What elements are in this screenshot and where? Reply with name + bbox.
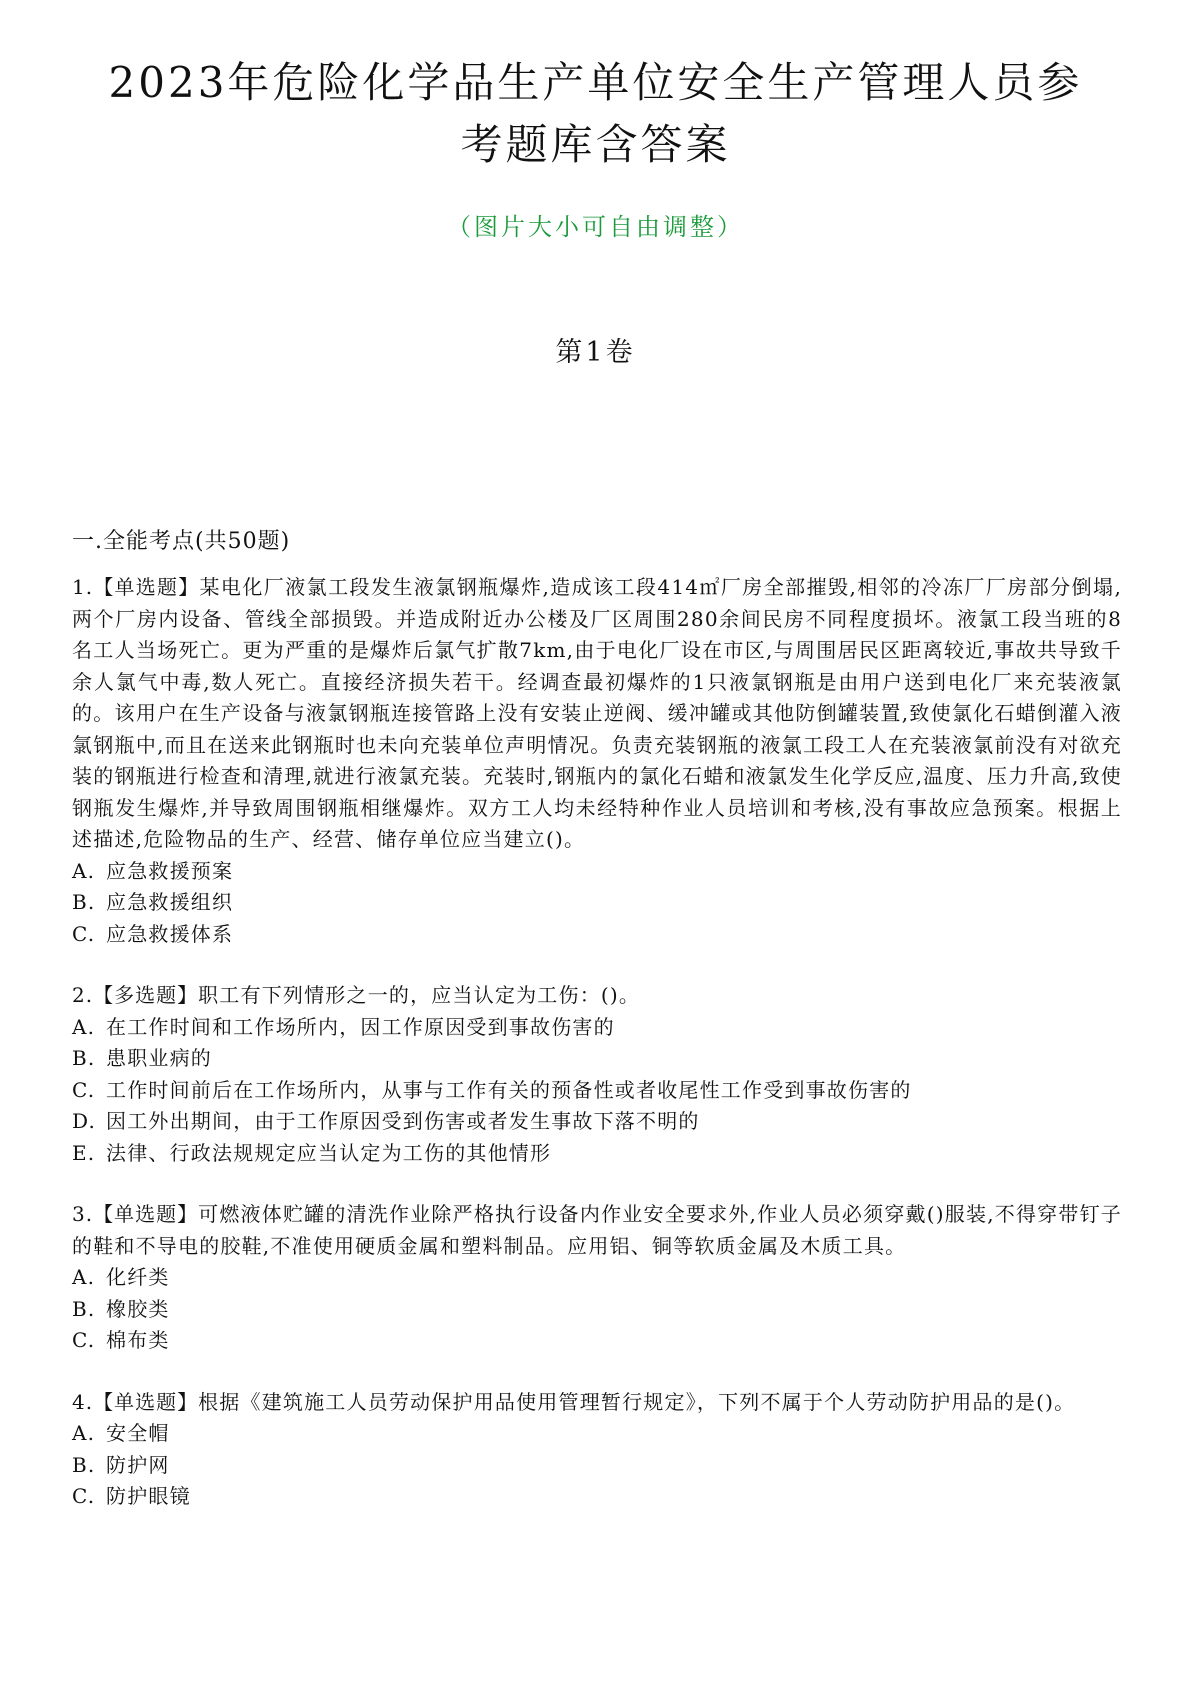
- option-text: 在工作时间和工作场所内，因工作原因受到事故伤害的: [106, 1014, 615, 1039]
- option-b: [72, 1043, 1122, 1075]
- question-text: 根据《建筑施工人员劳动保护用品使用管理暂行规定》，下列不属于个人劳动防护用品的是()。: [198, 1389, 1076, 1414]
- option-text: 法律、行政法规规定应当认定为工伤的其他情形: [106, 1140, 552, 1165]
- option-a: [72, 1012, 1122, 1044]
- question-4: [72, 1387, 1122, 1513]
- question-type: 【多选题】: [93, 983, 199, 1007]
- option-text: 化纤类: [106, 1265, 170, 1289]
- option-letter: E.: [72, 1140, 96, 1165]
- question-stem: [72, 572, 1122, 856]
- question-type: 【单选题】: [93, 1202, 199, 1226]
- option-e: [72, 1138, 1122, 1170]
- option-list: [72, 856, 1122, 951]
- volume-label: 第1卷: [555, 337, 636, 368]
- question-type: 【单选题】: [93, 1389, 199, 1414]
- question-stem: [72, 1387, 1122, 1419]
- option-c: [72, 1325, 1122, 1357]
- question-1: [72, 572, 1122, 950]
- question-number: 2.: [72, 983, 94, 1007]
- option-text: 应急救援预案: [106, 858, 234, 883]
- option-letter: B.: [72, 1452, 96, 1477]
- question-2: [72, 980, 1122, 1169]
- option-letter: D.: [72, 1109, 97, 1133]
- option-letter: C.: [72, 921, 96, 946]
- option-c: [72, 919, 1122, 951]
- option-text: 因工外出期间，由于工作原因受到伤害或者发生事故下落不明的: [106, 1109, 700, 1133]
- option-letter: A.: [72, 1421, 96, 1445]
- question-text: 可燃液体贮罐的清洗作业除严格执行设备内作业安全要求外,作业人员必须穿戴()服装,不得穿带钉子的鞋和不导电的胶鞋,不准使用硬质金属和塑料制品。应用铝、铜等软质金属及木质工具。: [72, 1202, 1122, 1258]
- option-text: 防护网: [106, 1452, 170, 1477]
- question-number: 4.: [72, 1389, 94, 1414]
- option-letter: A.: [72, 1265, 96, 1289]
- question-type: 【单选题】: [93, 575, 200, 599]
- option-text: 应急救援组织: [106, 890, 234, 914]
- document-title-line1: 2023年危险化学品生产单位安全生产管理人员参: [108, 58, 1083, 107]
- question-stem: [72, 1199, 1122, 1262]
- option-letter: C.: [72, 1484, 96, 1508]
- option-letter: C.: [72, 1077, 96, 1102]
- option-list: [72, 1262, 1122, 1357]
- option-c: [72, 1481, 1122, 1513]
- option-c: [72, 1075, 1122, 1107]
- option-list: [72, 1012, 1122, 1170]
- option-letter: B.: [72, 1046, 96, 1070]
- option-text: 橡胶类: [106, 1296, 170, 1321]
- option-d: [72, 1106, 1122, 1138]
- document-subtitle: （图片大小可自由调整）: [447, 213, 744, 241]
- option-text: 安全帽: [106, 1421, 170, 1445]
- option-b: [72, 1294, 1122, 1326]
- option-a: [72, 856, 1122, 888]
- option-b: [72, 1450, 1122, 1482]
- option-letter: B.: [72, 1296, 96, 1321]
- option-text: 应急救援体系: [106, 921, 234, 946]
- document-title-line2: 考题库含答案: [460, 120, 731, 169]
- option-a: [72, 1418, 1122, 1450]
- option-letter: A.: [72, 1014, 96, 1039]
- question-number: 3.: [72, 1202, 94, 1226]
- option-letter: C.: [72, 1328, 96, 1352]
- option-text: 防护眼镜: [106, 1484, 191, 1508]
- question-number: 1.: [72, 575, 94, 599]
- option-text: 患职业病的: [106, 1046, 212, 1070]
- option-list: [72, 1418, 1122, 1513]
- option-b: [72, 887, 1122, 919]
- question-list: [72, 572, 1122, 1543]
- option-letter: A.: [72, 858, 96, 883]
- option-letter: B.: [72, 890, 96, 914]
- option-text: 棉布类: [106, 1328, 170, 1352]
- option-a: [72, 1262, 1122, 1294]
- question-3: [72, 1199, 1122, 1357]
- document-title: [60, 52, 1131, 176]
- section-heading: 一.全能考点(共50题): [72, 529, 291, 554]
- question-text: 某电化厂液氯工段发生液氯钢瓶爆炸,造成该工段414㎡厂房全部摧毁,相邻的冷冻厂厂房部分倒塌,两个厂房内设备、管线全部损毁。并造成附近办公楼及厂区周围280余间民房不同程度损坏。液氯工段当班的8名工人当场死亡。更为严重的是爆炸后氯气扩散7km,由于电化厂设在市区,与周围居民区距离较近,事故共导致千余人氯气中毒,数人死亡。直接经济损失若干。经调查最初爆炸的1只液氯钢瓶是由用户送到电化厂来充装液氯的。该用户在生产设备与液氯钢瓶连接管路上没有安装止逆阀、缓冲罐或其他防倒罐装置,致使氯化石蜡倒灌入液氯钢瓶中,而且在送来此钢瓶时也未向充装单位声明情况。负责充装钢瓶的液氯工段工人在充装液氯前没有对欲充装的钢瓶进行检查和清理,就进行液氯充装。充装时,钢瓶内的氯化石蜡和液氯发生化学反应,温度、压力升高,致使钢瓶发生爆炸,并导致周围钢瓶相继爆炸。双方工人均未经特种作业人员培训和考核,没有事故应急预案。根据上述描述,危险物品的生产、经营、储存单位应当建立()。: [72, 575, 1122, 851]
- question-text: 职工有下列情形之一的，应当认定为工伤：()。: [198, 983, 641, 1007]
- option-text: 工作时间前后在工作场所内，从事与工作有关的预备性或者收尾性工作受到事故伤害的: [106, 1077, 912, 1102]
- question-stem: [72, 980, 1122, 1012]
